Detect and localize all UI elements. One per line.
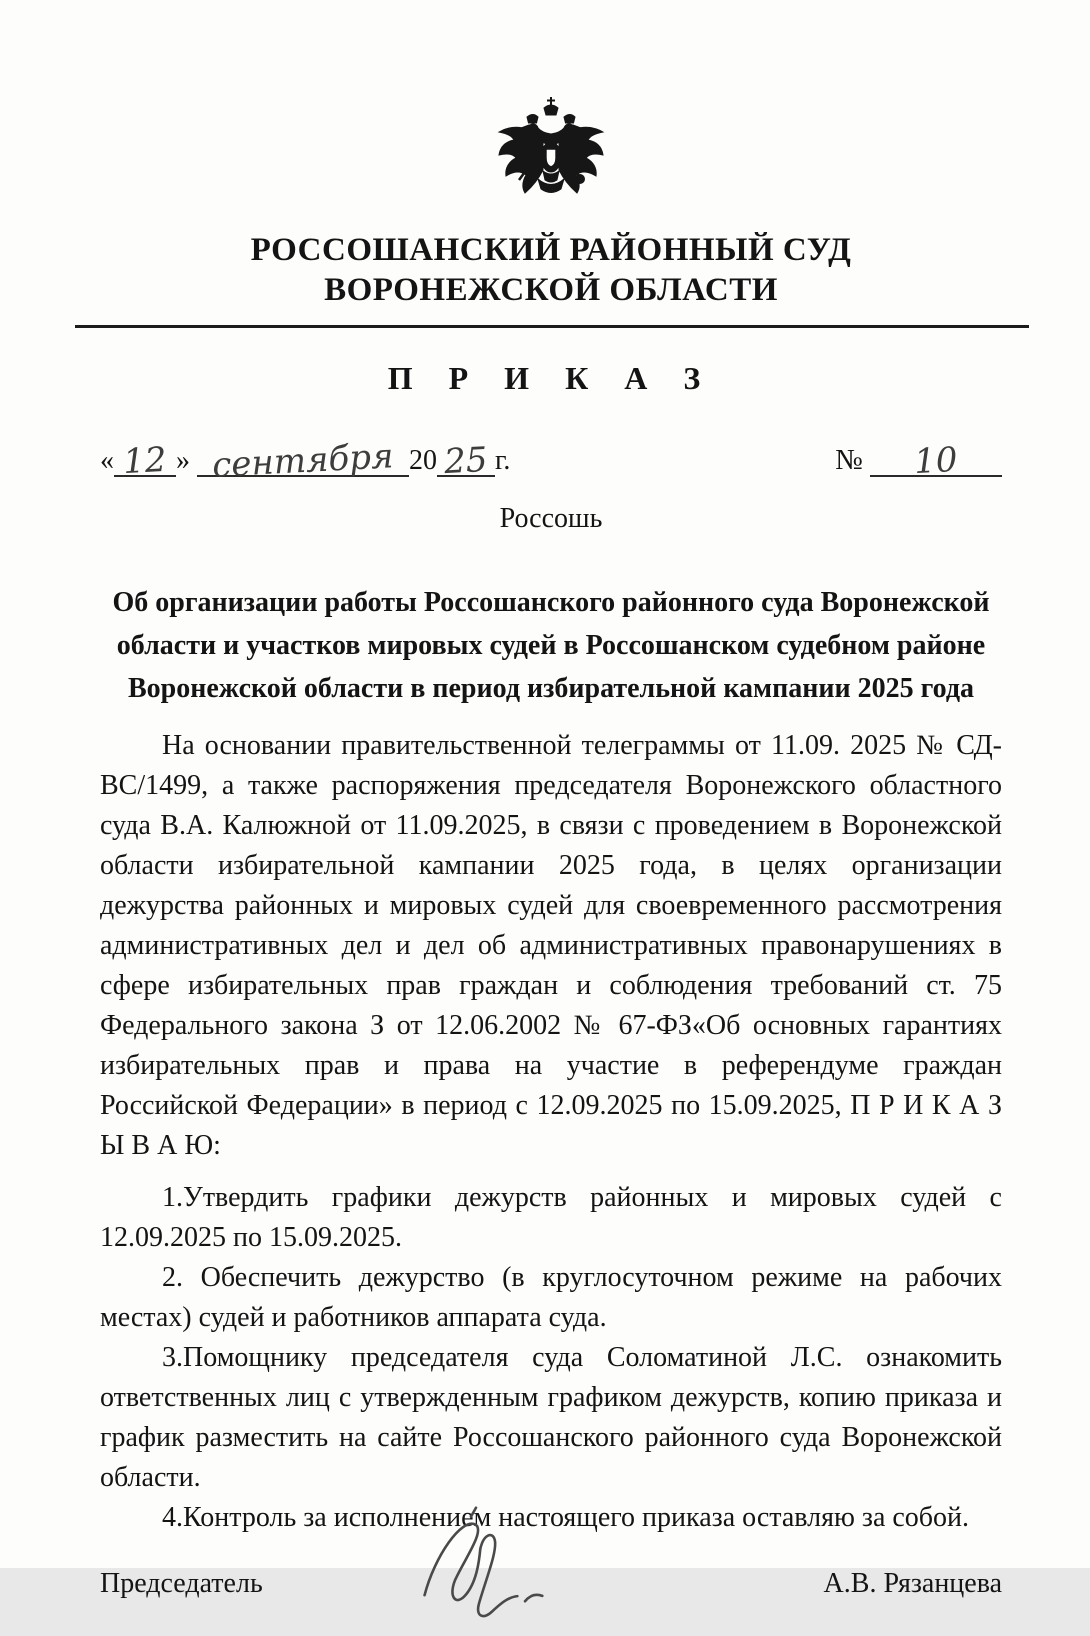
handwritten-year: 25 <box>443 439 489 482</box>
subject-heading: Об организации работы Россошанского районного суда Воронежской области и участков мировых судей в Россошанском судебном районе Воронежской области в период избирательной кампании 2025 года <box>112 586 990 704</box>
order-items <box>100 1178 1002 1538</box>
signer-title: Председатель <box>100 1567 263 1599</box>
preamble-paragraph: На основании правительственной телеграммы от 11.09. 2025 № СД-ВС/1499, а также распоряжения председателя Воронежского областного суда В.А. Калюжной от 11.09.2025, в связи с проведением в Воронежской области избирательной кампании 2025 года, в целях организации дежурства районных и мировых судей для своевременного рассмотрения административных дел и дел об административных правонарушениях в сфере избирательных прав граждан и соблюдения требований ст. 75 Федерального закона З от 12.06.2002 № 67-ФЗ«Об основных гарантиях избирательных прав и права на участие в референдуме граждан Российской Федерации» в период с 12.09.2025 по 15.09.2025, П Р И К А З Ы В А Ю: <box>100 729 1002 1161</box>
order-number <box>835 439 1002 482</box>
signer-name: А.В. Рязанцева <box>823 1567 1002 1599</box>
handwritten-month-field <box>197 435 409 486</box>
court-name-line1: РОССОШАНСКИЙ РАЙОННЫЙ СУД <box>250 232 852 268</box>
open-quote: « <box>100 444 114 476</box>
place-name: Россошь <box>499 502 603 534</box>
date-line <box>100 435 511 486</box>
handwritten-day: 12 <box>122 439 168 482</box>
document-title: П Р И К А З <box>387 359 715 396</box>
close-quote: » <box>176 444 190 476</box>
year-abbr: г. <box>495 444 511 476</box>
court-name <box>100 230 1002 311</box>
handwritten-signature-icon <box>400 1506 570 1636</box>
handwritten-day-field <box>114 439 176 482</box>
date-number-row <box>100 435 1002 486</box>
order-item-2: 2. Обеспечить дежурство (в круглосуточном режиме на рабочих местах) судей и работников аппарата суда. <box>100 1261 1002 1333</box>
order-item-3: 3.Помощнику председателя суда Соломатиной Л.С. ознакомить ответственных лиц с утвержденным графиком дежурств, копию приказа и график разместить на сайте Россошанского районного суда Воронежской области. <box>100 1341 1002 1493</box>
handwritten-year-field <box>437 439 495 482</box>
number-label: № <box>835 443 863 476</box>
handwritten-number: 10 <box>913 439 959 482</box>
handwritten-month: сентября <box>211 435 395 486</box>
handwritten-number-field <box>870 439 1002 482</box>
order-item-4: 4.Контроль за исполнением настоящего приказа оставляю за собой. <box>162 1501 970 1533</box>
coat-of-arms-icon <box>491 96 611 208</box>
year-prefix: 20 <box>409 444 437 476</box>
header-divider <box>75 325 1029 328</box>
order-item-1: 1.Утвердить графики дежурств районных и мировых судей с 12.09.2025 по 15.09.2025. <box>100 1181 1002 1253</box>
signature-block <box>100 1568 1002 1600</box>
court-name-line2: ВОРОНЕЖСКОЙ ОБЛАСТИ <box>324 272 778 309</box>
